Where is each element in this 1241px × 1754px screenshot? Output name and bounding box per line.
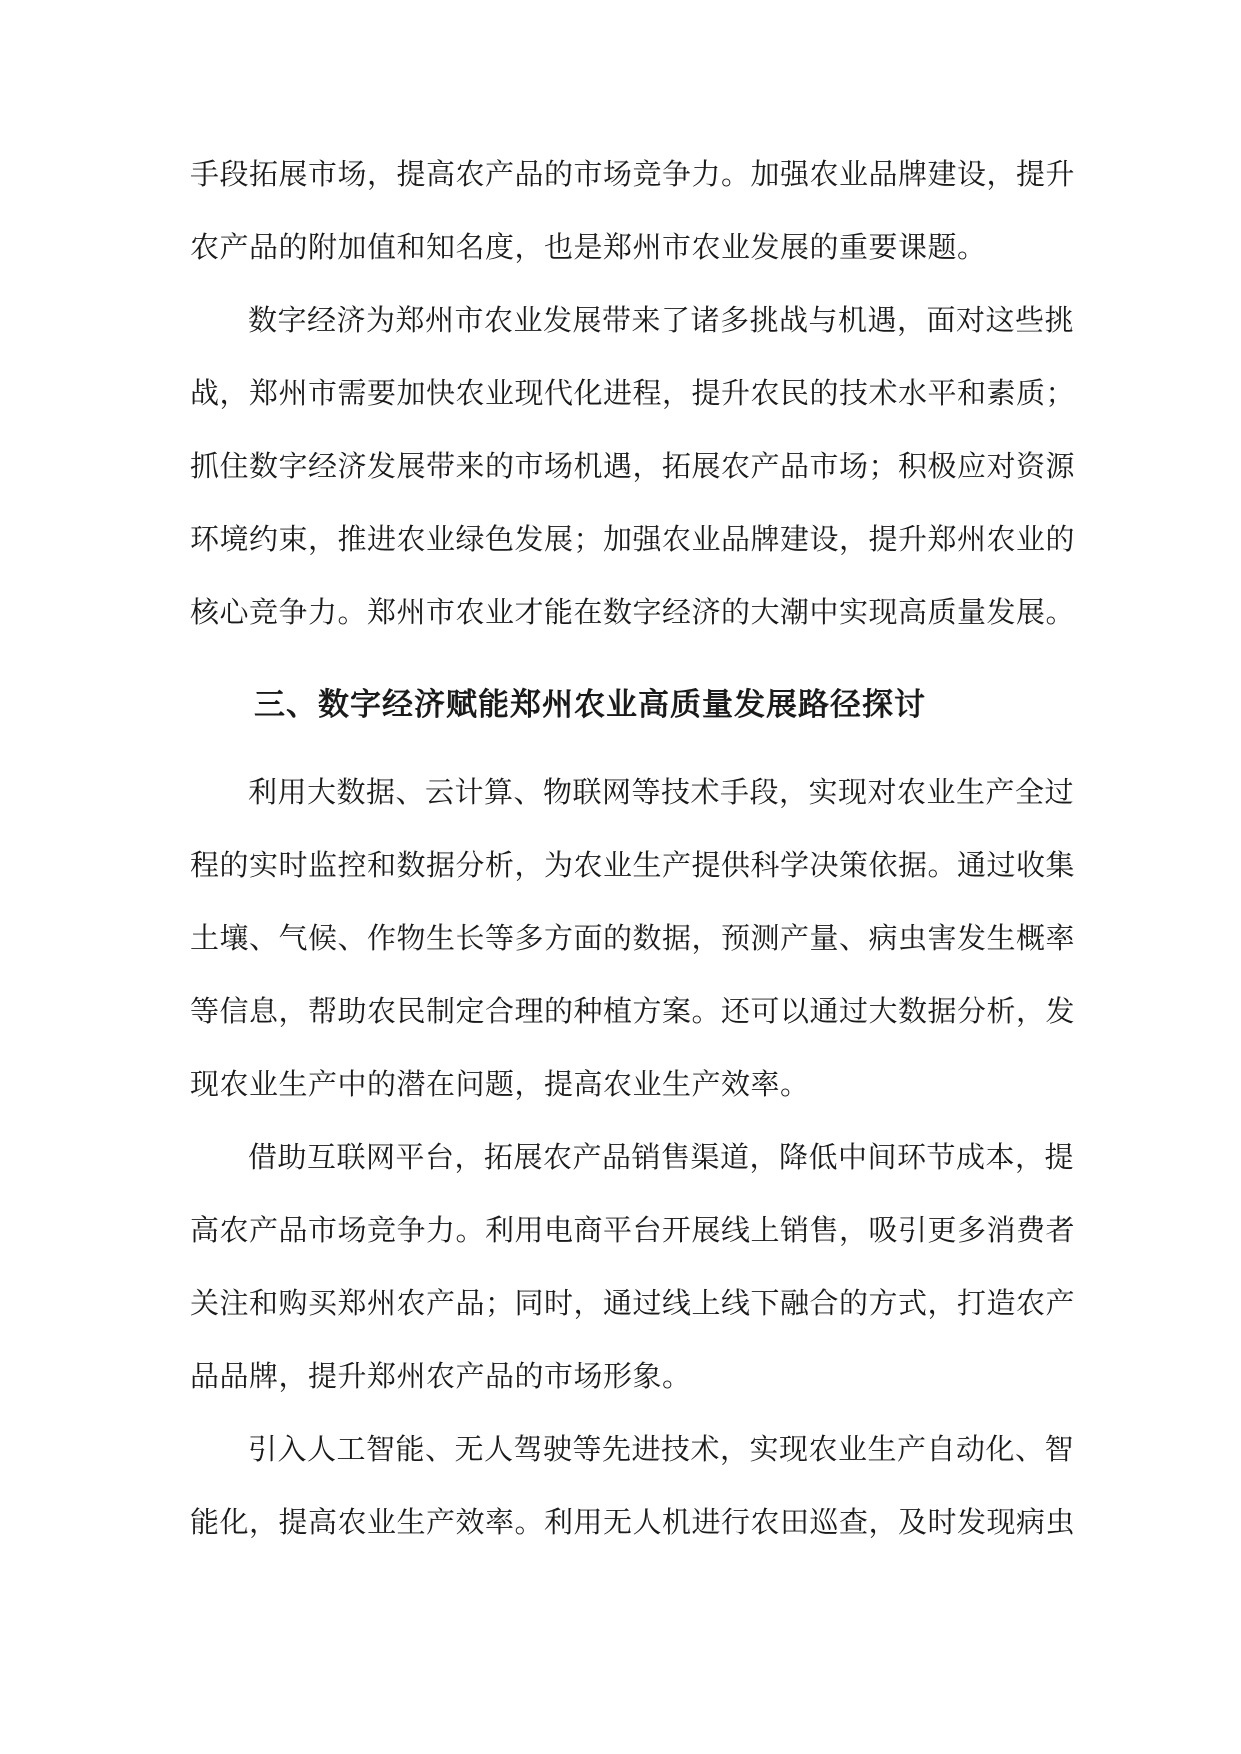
paragraph-market-competitiveness xyxy=(190,138,1076,284)
document-body xyxy=(190,138,1076,1559)
text-line: 引入人工智能、无人驾驶等先进技术，实现农业生产自动化、智 xyxy=(248,1432,1075,1466)
text-line: 等信息，帮助农民制定合理的种植方案。还可以通过大数据分析，发 xyxy=(190,994,1076,1028)
paragraph-big-data xyxy=(190,756,1076,1121)
text-line: 程的实时监控和数据分析，为农业生产提供科学决策依据。通过收集 xyxy=(190,848,1076,882)
text-line: 抓住数字经济发展带来的市场机遇，拓展农产品市场；积极应对资源 xyxy=(190,449,1076,483)
text-line: 关注和购买郑州农产品；同时，通过线上线下融合的方式，打造农产 xyxy=(190,1286,1076,1320)
text-line: 环境约束，推进农业绿色发展；加强农业品牌建设，提升郑州农业的 xyxy=(190,522,1076,556)
text-line: 能化，提高农业生产效率。利用无人机进行农田巡查，及时发现病虫 xyxy=(190,1505,1076,1539)
text-line: 利用大数据、云计算、物联网等技术手段，实现对农业生产全过 xyxy=(248,775,1075,809)
text-line: 核心竞争力。郑州市农业才能在数字经济的大潮中实现高质量发展。 xyxy=(190,595,1076,629)
section-heading: 三、数字经济赋能郑州农业高质量发展路径探讨 xyxy=(254,687,926,723)
paragraph-artificial-intelligence xyxy=(190,1413,1076,1559)
text-line: 数字经济为郑州市农业发展带来了诸多挑战与机遇，面对这些挑 xyxy=(248,303,1075,337)
text-line: 农产品的附加值和知名度，也是郑州市农业发展的重要课题。 xyxy=(190,230,987,264)
text-line: 品品牌，提升郑州农产品的市场形象。 xyxy=(190,1359,692,1393)
paragraph-internet-platform xyxy=(190,1121,1076,1413)
text-line: 土壤、气候、作物生长等多方面的数据，预测产量、病虫害发生概率 xyxy=(190,921,1076,955)
text-line: 现农业生产中的潜在问题，提高农业生产效率。 xyxy=(190,1067,810,1101)
text-line: 手段拓展市场，提高农产品的市场竞争力。加强农业品牌建设，提升 xyxy=(190,157,1076,191)
paragraph-challenges-opportunities xyxy=(190,284,1076,649)
text-line: 借助互联网平台，拓展农产品销售渠道，降低中间环节成本，提 xyxy=(248,1140,1075,1174)
text-line: 战，郑州市需要加快农业现代化进程，提升农民的技术水平和素质； xyxy=(190,376,1076,410)
text-line: 高农产品市场竞争力。利用电商平台开展线上销售，吸引更多消费者 xyxy=(190,1213,1076,1247)
